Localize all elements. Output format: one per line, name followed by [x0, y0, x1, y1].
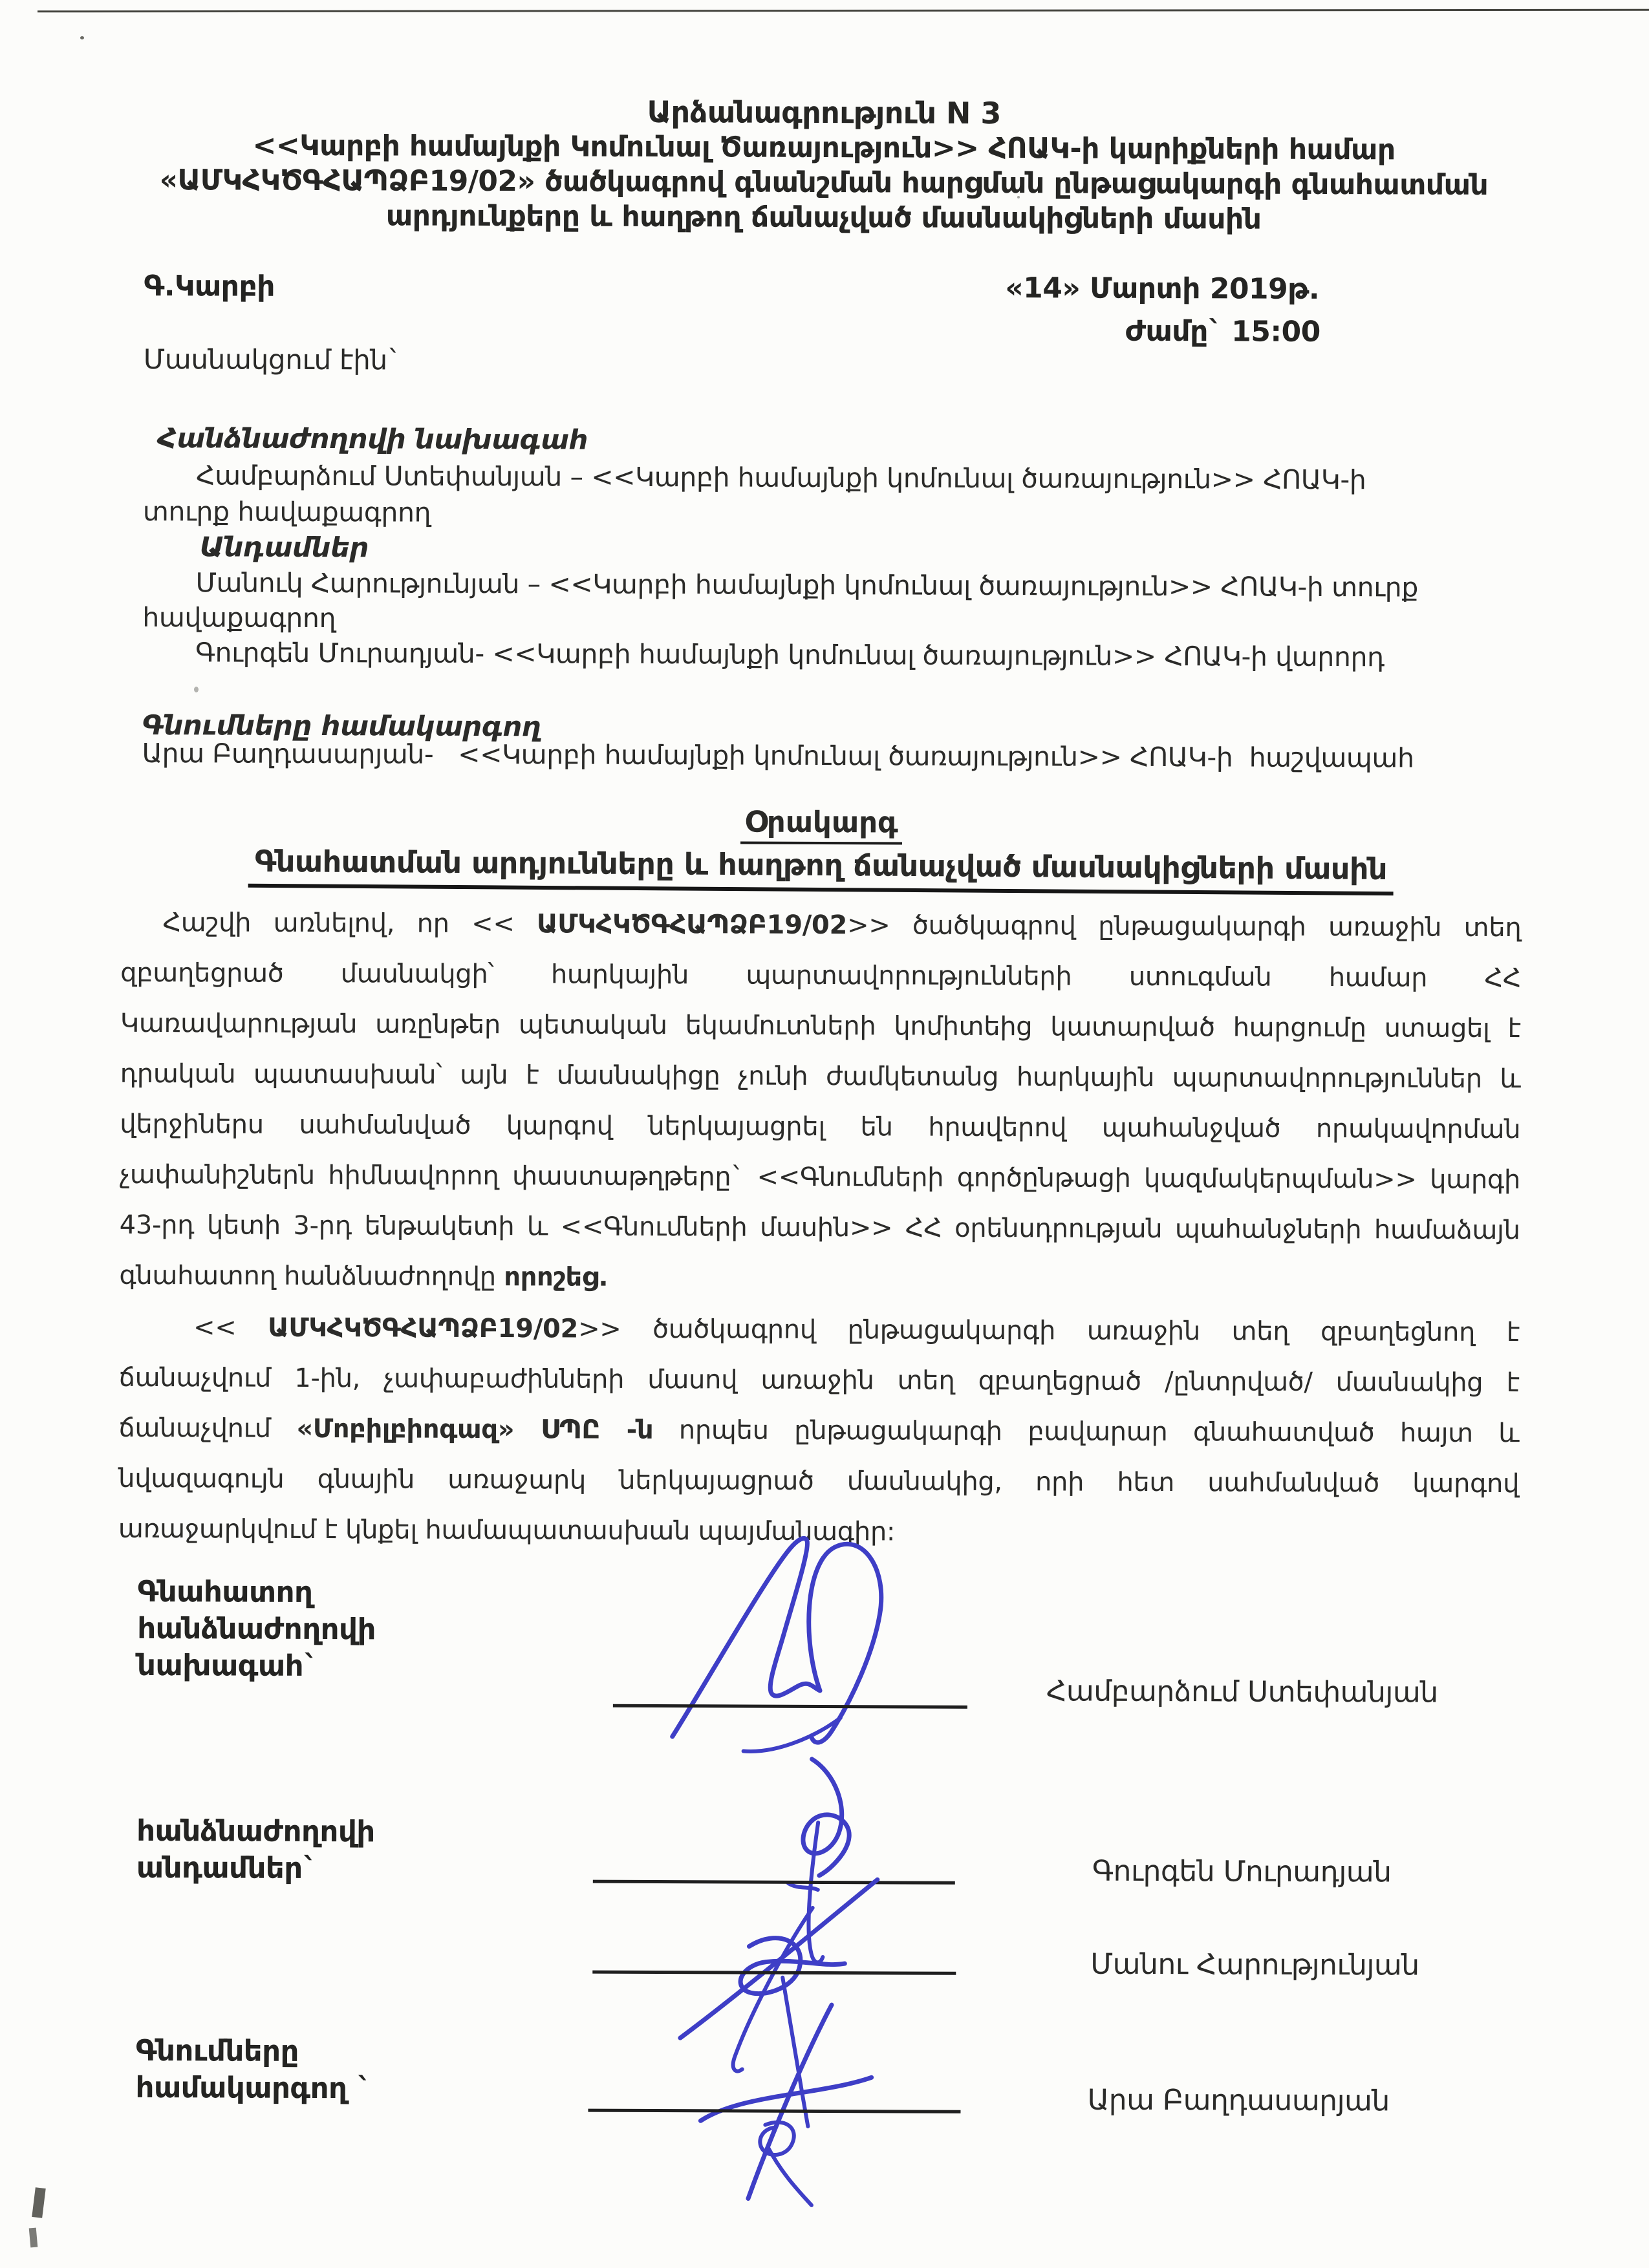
signature3-name: Արա Բաղդասարյան	[1087, 2083, 1390, 2118]
paragraph-line: գնահատող հանձնաժողովը որոշեց.	[119, 1260, 609, 1292]
members-heading: Անդամներ	[199, 531, 369, 564]
signature2-name2: Մանու Հարությունյան	[1090, 1947, 1419, 1982]
signature2-role: հանձնաժողովի անդամներ`	[136, 1813, 375, 1885]
paragraph-line: առաջարկվում է կնքել համապատասխան պայմանագիր:	[118, 1514, 896, 1547]
paragraph-line: Կառավարության առընթեր պետական եկամուտների կոմիտեից կատարված հարցումը ստացել է	[120, 1008, 1521, 1044]
signature2-name1: Գուրգեն Մուրադյան	[1092, 1854, 1392, 1889]
member2-line: Գուրգեն Մուրադյան- <<Կարբի համայնքի կոմունալ ծառայություն>> ՀՈԱԿ-ի վարորդ	[195, 637, 1385, 673]
signature3-role: Գնումները համակարգող `	[135, 2033, 371, 2106]
coordinator-line: Արա Բաղդասարյան- <<Կարբի համայնքի կոմունալ ծառայություն>> ՀՈԱԿ-ի հաշվապահ	[142, 737, 1414, 774]
doc-date: «14» Մարտի 2019թ.	[1005, 272, 1320, 306]
doc-title-line2: <<Կարբի համայնքի Կոմունալ Ծառայություն>> ՀՈԱԿ-ի կարիքների համար	[252, 129, 1396, 167]
member1-line1: Մանուկ Հարությունյան – <<Կարբի համայնքի կոմունալ ծառայություն>> ՀՈԱԿ-ի տուրք	[195, 567, 1419, 603]
paragraph-line: չափանիշներն հիմնավորող փաստաթղթերը` <<Գնումների գործընթացի կազմակերպման>> կարգի	[119, 1159, 1521, 1195]
doc-title-line4: արդյունքերը և հաղթող ճանաչված մասնակիցների մասին	[385, 199, 1262, 236]
member1-line2: հավաքագրող	[142, 601, 336, 634]
agenda-heading: Օրակարգ	[740, 804, 901, 844]
chair-line1: Համբարձում Ստեփանյան – <<Կարբի համայնքի կոմունալ ծառայություն>> ՀՈԱԿ-ի	[196, 460, 1366, 496]
winner-company-name: «Մոբիլբիոգազ» ՍՊԸ -ն	[296, 1413, 654, 1445]
body-paragraph-2	[118, 1309, 1520, 1567]
paragraph-line: Հաշվի առնելով, որ << ԱՄԿՀԿԾԳՀԱՊՁԲ19/02>> ծածկագրով ընթացակարգի առաջին տեղ	[162, 908, 1522, 943]
procurement-code: ԱՄԿՀԿԾԳՀԱՊՁԲ19/02	[268, 1312, 579, 1344]
agenda-subject-wrap	[0, 844, 1646, 895]
paragraph-line: զբաղեցրած մասնակցի՝ հարկային պարտավորությունների ստուգման համար ՀՀ	[120, 957, 1522, 994]
signature-ara-ink	[658, 1998, 917, 2232]
doc-title-line1: Արձանագրություն N 3	[647, 94, 1002, 131]
signature-line	[593, 1880, 955, 1885]
paragraph-line: ճանաչվում «Մոբիլբիոգազ» ՍՊԸ -ն որպես ընթացակարգի բավարար գնահատված հայտ և	[118, 1413, 1520, 1449]
paragraph-line: 43-րդ կետի 3-րդ ենթակետի և <<Գնումների մասին>> ՀՀ օրենսդրության պահանջների համաձայն	[119, 1210, 1520, 1246]
procurement-code: ԱՄԿՀԿԾԳՀԱՊՁԲ19/02	[537, 909, 848, 941]
chair-heading: Հանձնաժողովի նախագահ	[157, 422, 588, 456]
doc-title-line3: «ԱՄԿՀԿԾԳՀԱՊՁԲ19/02» ծածկագրով գնանշման հարցման ընթացակարգի գնահատման	[159, 164, 1489, 202]
decision-word: որոշեց.	[504, 1262, 609, 1292]
agenda-heading-wrap	[0, 802, 1646, 848]
paragraph-line: վերջիներս սահմանված կարգով ներկայացրել են հրավերով պահանջված որակավորման	[120, 1109, 1521, 1145]
signature-line	[613, 1704, 967, 1709]
paragraph-line: ճանաչվում 1-ին, չափաբաժինների մասով առաջին տեղ զբաղեցրած /ընտրված/ մասնակից է	[118, 1362, 1520, 1398]
doc-place: Գ.Կարբի	[144, 269, 275, 303]
paragraph-line: դրական պատասխան՝ այն է մասնակիցը չունի ժամկետանց հարկային պարտավորություններ և	[120, 1058, 1521, 1095]
body-paragraph-1	[119, 904, 1521, 1313]
signature-line	[592, 1971, 956, 1975]
doc-time: Ժամը` 15:00	[1125, 314, 1320, 348]
signature1-role: Գնահատող հանձնաժողովի նախագահ`	[137, 1574, 376, 1683]
chair-line2: տուրք հավաքագրող	[142, 495, 431, 528]
signature1-name: Համբարձում Ստեփանյան	[1046, 1674, 1438, 1709]
coordinator-heading: Գնումները համակարգող	[142, 709, 541, 743]
signature-manu-ink	[638, 1868, 924, 2148]
paragraph-line: նվազագույն գնային առաջարկ ներկայացրած մասնակից, որի հետ սահմանված կարգով	[118, 1463, 1520, 1499]
agenda-subject: Գնահատման արդյունները և հաղթող ճանաչված մասնակիցների մասին	[248, 844, 1394, 895]
signature-line	[588, 2109, 960, 2113]
paragraph-line: << ԱՄԿՀԿԾԳՀԱՊՁԲ19/02>> ծածկագրով ընթացակարգի առաջին տեղ զբաղեցնող է	[193, 1312, 1520, 1348]
attended-label: Մասնակցում էին`	[143, 343, 401, 376]
